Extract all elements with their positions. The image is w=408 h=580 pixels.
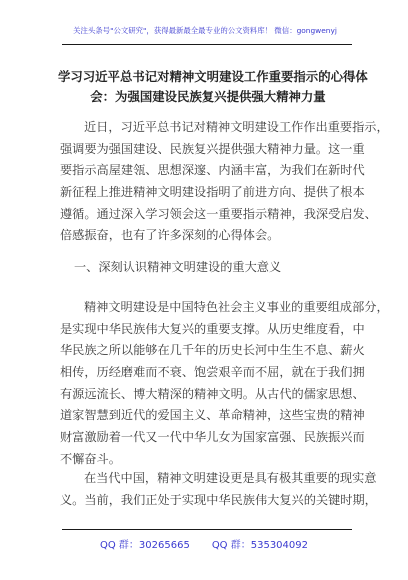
document-title [58, 67, 368, 107]
header-divider [62, 44, 352, 45]
footer-qq-group-2: QQ 群：535304092 [211, 540, 308, 551]
paragraph-line: 强调要为强国建设、民族复兴提供强大精神力量。这一重 [60, 141, 365, 156]
paragraph-line: 新征程上推进精神文明建设指明了前进方向、提供了根本 [60, 185, 365, 200]
paragraph-line: 近日，习近平总书记对精神文明建设工作作出重要指示， [84, 120, 389, 134]
footer-qq-group-1: QQ 群：30265665 [99, 540, 190, 551]
paragraph-line: 遵循。通过深入学习领会这一重要指示精神，我深受启发、 [60, 206, 377, 221]
footer-divider [62, 529, 352, 530]
paragraph-line: 倍感振奋，也有了许多深刻的心得体会。 [60, 228, 280, 243]
intro-paragraph [60, 117, 389, 247]
paragraph-line: 要指示高屋建瓴、思想深邃、内涵丰富，为我们在新时代 [60, 163, 365, 178]
paragraph-line: 不懈奋斗。 [60, 451, 121, 466]
paragraph-line: 有源远流长、博大精深的精神文明。从古代的儒家思想、 [60, 386, 365, 401]
paragraph-line: 是实现中华民族伟大复兴的重要支撑。从历史维度看，中 [60, 321, 365, 336]
section1-paragraph-1 [60, 297, 389, 471]
section1-paragraph-2 [60, 468, 377, 511]
title-line-2: 会：为强国建设民族复兴提供强大精神力量 [90, 89, 326, 104]
section-heading: 一、深刻认识精神文明建设的重大意义 [74, 260, 282, 274]
paragraph-line: 在当代中国，精神文明建设更是具有极其重要的现实意 [84, 471, 377, 485]
paragraph-line: 义。当前，我们正处于实现中华民族伟大复兴的关键时期， [60, 492, 377, 507]
header-banner: 关注头条号"公文研究"，获得最新最全最专业的公文资料库！ 微信：gongwenyj [73, 26, 337, 35]
paragraph-line: 华民族之所以能够在几千年的历史长河中生生不息、薪火 [60, 343, 365, 358]
paragraph-line: 财富激励着一代又一代中华儿女为国家富强、民族振兴而 [60, 430, 365, 445]
paragraph-line: 相传，历经磨难而不衰、饱尝艰辛而不屈，就在于我们拥 [60, 365, 365, 380]
paragraph-line: 道家智慧到近代的爱国主义、革命精神，这些宝贵的精神 [60, 408, 365, 423]
footer [0, 536, 408, 551]
title-line-1: 学习习近平总书记对精神文明建设工作重要指示的心得体 [58, 69, 368, 84]
paragraph-line: 精神文明建设是中国特色社会主义事业的重要组成部分， [84, 300, 389, 314]
